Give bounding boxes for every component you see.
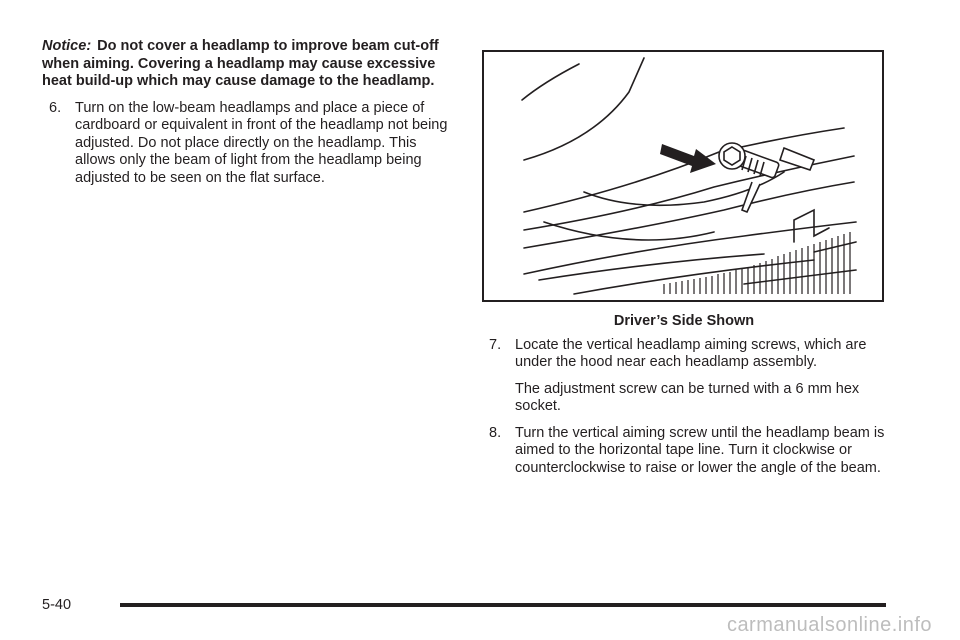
step-number: 7. [489,336,502,353]
notice-text: Do not cover a headlamp to improve beam cut-off when aiming. Covering a headlamp may cause excessive heat build-up which may cause damage to the headlamp. [42,38,439,89]
step-number: 6. [49,99,62,116]
headlamp-illustration [484,52,882,300]
step-text: Turn on the low-beam headlamps and place a piece of cardboard or equivalent in front of the headlamp not being adjusted. Do not place directly on the headlamp. This allows only the beam of light from the headlamp being adjusted to be seen on the flat surface. [75,99,448,186]
step-7 [482,337,886,372]
grille-hatching [664,232,850,294]
watermark: carmanualsonline.info [726,614,932,636]
step-number: 8. [489,424,502,441]
aiming-screw-icon [719,143,814,212]
step-8 [482,425,886,478]
figure-caption: Driver’s Side Shown [613,313,755,329]
footer-rule [120,603,886,607]
notice-label: Notice: [42,38,92,54]
notice [42,38,454,91]
left-column [42,38,454,196]
right-column [482,50,886,486]
headlamp-aiming-screw-figure [482,50,884,302]
step-6 [42,100,454,188]
page-number: 5-40 [42,597,72,613]
step-text: Turn the vertical aiming screw until the headlamp beam is aimed to the horizontal tape line. Turn it clockwise or counterclockwise to raise or lower the angle of the beam. [515,424,885,476]
step-7-note: The adjustment screw can be turned with a 6 mm hex socket. [515,380,860,414]
step-text: Locate the vertical headlamp aiming screws, which are under the hood near each headlamp assembly. [515,336,867,370]
pointer-arrow-icon [660,144,716,173]
